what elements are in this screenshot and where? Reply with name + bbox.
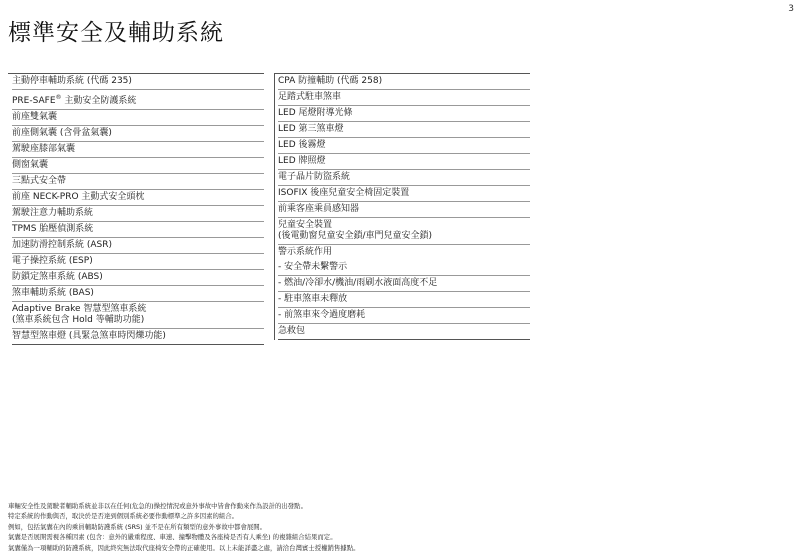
list-item (12, 158, 264, 174)
list-item (12, 174, 264, 190)
feature-label: Adaptive Brake 智慧型煞車系統 (12, 304, 147, 314)
feature-label: 前座雙氣囊 (12, 112, 58, 122)
warning-item: - 燃油/冷卻水/機油/雨刷水液面高度不足 (278, 276, 530, 292)
list-item (278, 218, 530, 245)
list-item: LED 第三煞車燈 (278, 122, 530, 138)
warning-item: - 駐車煞車未釋放 (278, 292, 530, 308)
list-item (12, 90, 264, 110)
list-item: LED 尾燈附導光條 (278, 106, 530, 122)
list-item (12, 110, 264, 126)
feature-label: 駕駛注意力輔助系統 (12, 208, 94, 218)
list-item (12, 238, 264, 254)
footnote: 氣囊是否展開需視各種因素 (包含：意外的嚴重程度、車速、撞擊物體及各座椅是否有人乘坐) 的複雜組合結果而定。 (8, 533, 337, 542)
list-item: LED 後霧燈 (278, 138, 530, 154)
list-item: LED 牌照燈 (278, 154, 530, 170)
list-item (12, 222, 264, 238)
feature-label: 智慧型煞車燈 (具緊急煞車時閃爍功能) (12, 331, 166, 341)
footnotes (8, 501, 359, 553)
right-feature-list (274, 73, 530, 340)
warning-item: - 前煞車來令過度磨耗 (278, 308, 530, 324)
list-item (12, 329, 264, 345)
page-number: 3 (788, 4, 794, 14)
feature-label: 防鎖定煞車系統 (ABS) (12, 272, 103, 282)
left-feature-list (8, 73, 264, 345)
feature-label-suffix: 主動安全防護系統 (61, 96, 137, 106)
feature-label: 側窗氣囊 (12, 160, 49, 170)
feature-label-line2: (煞車系統包含 Hold 等輔助功能) (12, 315, 145, 325)
warning-heading: 警示系統作用 (278, 247, 333, 257)
list-item (12, 302, 264, 329)
feature-label: 主動停車輔助系統 (代碼 235) (12, 76, 132, 86)
feature-label: PRE-SAFE (12, 96, 56, 106)
feature-label: 加速防滑控制系統 (ASR) (12, 240, 113, 250)
feature-label: 駕駛座膝部氣囊 (12, 144, 76, 154)
list-item (12, 286, 264, 302)
registered-mark: ® (55, 94, 62, 101)
list-item: 電子晶片防盜系統 (278, 170, 530, 186)
feature-label: 兒童安全裝置 (278, 220, 333, 230)
list-item: CPA 防撞輔助 (代碼 258) (278, 74, 530, 90)
list-item (12, 126, 264, 142)
footnote: 例如，包括氣囊在內的乘員輔助防護系統 (SRS) 並不是在所有類型的意外事故中都會展開。 (8, 522, 267, 531)
list-item (12, 74, 264, 90)
list-item: 足踏式駐車煞車 (278, 90, 530, 106)
footnote: 特定系統的作動與否，取決於是否達到個別系統必要作動標準之許多因素的組合。 (8, 512, 239, 521)
list-item (12, 254, 264, 270)
page-title: 標準安全及輔助系統 (8, 20, 224, 46)
feature-label: 前座側氣囊 (含骨盆氣囊) (12, 128, 112, 138)
feature-label-line2: (後電動窗兒童安全鎖/車門兒童安全鎖) (278, 231, 433, 241)
list-item (12, 206, 264, 222)
footnote: 氣囊僅為一項輔助的防護系統，因此終究無法取代座椅安全帶的正確使用。以上未能詳盡之處，請洽台灣賓士授權銷售據點。 (8, 543, 360, 552)
list-item: 急救包 (278, 324, 530, 340)
list-item: ISOFIX 後座兒童安全椅固定裝置 (278, 186, 530, 202)
feature-label: 前座 NECK-PRO 主動式安全頭枕 (12, 192, 145, 202)
list-item (12, 190, 264, 206)
feature-label: 三點式安全帶 (12, 176, 67, 186)
list-item (12, 142, 264, 158)
feature-label: TPMS 胎壓偵測系統 (12, 224, 94, 234)
feature-label: 電子操控系統 (ESP) (12, 256, 93, 266)
warning-item: - 安全帶未繫警示 (278, 260, 530, 276)
footnote: 車輛安全性及駕駛者輔助系統並非以在任何(危急的)操控情況或意外事故中皆會作動來作為設計的出發點。 (8, 502, 307, 510)
list-item (12, 270, 264, 286)
list-item: 前乘客座乘員感知器 (278, 202, 530, 218)
feature-label: 煞車輔助系統 (BAS) (12, 288, 94, 298)
